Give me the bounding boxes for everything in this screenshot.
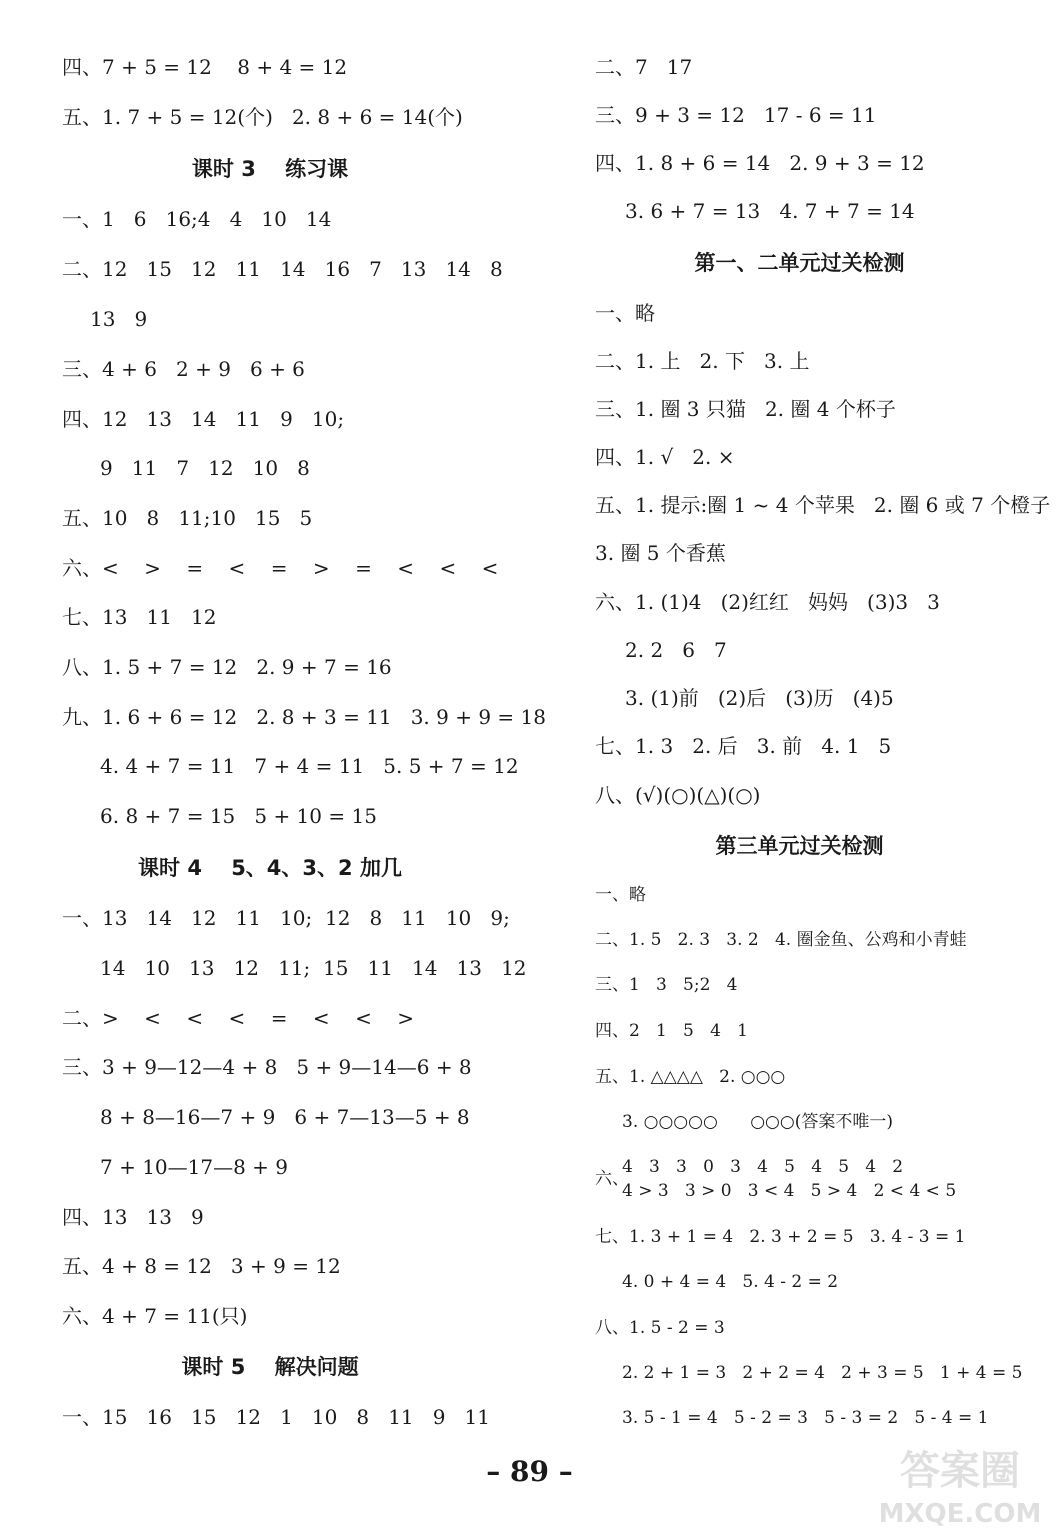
answer-line: 4. 0 + 4 = 4 5. 4 - 2 = 2	[622, 1272, 839, 1292]
answer-line: 三、9 + 3 = 12 17 - 6 = 11	[595, 103, 877, 127]
answer-line: 一、13 14 12 11 10; 12 8 11 10 9;	[62, 906, 510, 930]
answer-line: 五、10 8 11;10 15 5	[62, 506, 313, 530]
section-heading-lesson-3: 课时 3 练习课	[191, 157, 349, 181]
answer-line: 三、3 + 9—12—4 + 8 5 + 9—14—6 + 8	[62, 1055, 472, 1079]
answer-line: 13 9	[90, 307, 148, 331]
section-heading-units-1-2-test: 第一、二单元过关检测	[694, 251, 905, 275]
answer-line: 四、1. 8 + 6 = 14 2. 9 + 3 = 12	[595, 151, 925, 175]
answer-line: 8 + 8—16—7 + 9 6 + 7—13—5 + 8	[100, 1105, 470, 1129]
answer-line: 4 > 3 3 > 0 3 < 4 5 > 4 2 < 4 < 5	[622, 1181, 957, 1201]
answer-line: 五、4 + 8 = 12 3 + 9 = 12	[62, 1254, 341, 1278]
answer-line: 一、1 6 16;4 4 10 14	[62, 207, 332, 231]
answer-line: 一、略	[595, 301, 655, 325]
answer-line: 六、4 + 7 = 11(只)	[62, 1304, 248, 1328]
answer-line-label: 六、	[595, 1169, 629, 1189]
page-number: – 89 –	[486, 1455, 573, 1488]
answer-line: 9 11 7 12 10 8	[100, 456, 310, 480]
answer-line: 四、2 1 5 4 1	[595, 1021, 748, 1041]
section-heading-lesson-4: 课时 4 5、4、3、2 加几	[138, 856, 402, 880]
answer-line: 五、1. 提示:圈 1 ~ 4 个苹果 2. 圈 6 或 7 个橙子	[595, 493, 1051, 517]
answer-line: 六、1. (1)4 (2)红红 妈妈 (3)3 3	[595, 590, 940, 614]
answer-line: 一、略	[595, 885, 646, 905]
answer-line: 五、1. 7 + 5 = 12(个) 2. 8 + 6 = 14(个)	[62, 105, 463, 129]
answer-line: 三、4 + 6 2 + 9 6 + 6	[62, 357, 305, 381]
answer-line: 七、1. 3 + 1 = 4 2. 3 + 2 = 5 3. 4 - 3 = 1	[595, 1227, 966, 1247]
answer-line: 二、> < < < = < < >	[62, 1006, 415, 1030]
answer-line: 四、7 + 5 = 12 8 + 4 = 12	[62, 55, 348, 79]
answer-line: 二、7 17	[595, 55, 693, 79]
answer-line: 3. (1)前 (2)后 (3)历 (4)5	[625, 686, 894, 710]
answer-line: 6. 8 + 7 = 15 5 + 10 = 15	[100, 804, 377, 828]
answer-line: 二、1. 上 2. 下 3. 上	[595, 349, 810, 373]
answer-line: 四、13 13 9	[62, 1205, 204, 1229]
answer-line: 七、1. 3 2. 后 3. 前 4. 1 5	[595, 734, 892, 758]
answer-line: 4 3 3 0 3 4 5 4 5 4 2	[622, 1157, 904, 1177]
answer-line: 三、1. 圈 3 只猫 2. 圈 4 个杯子	[595, 397, 896, 421]
watermark-site: MXQE.COM	[878, 1499, 1042, 1529]
answer-line: 3. 6 + 7 = 13 4. 7 + 7 = 14	[625, 199, 915, 223]
answer-line: 二、12 15 12 11 14 16 7 13 14 8	[62, 257, 503, 281]
answer-line: 八、(√)(○)(△)(○)	[595, 783, 761, 807]
answer-line: 14 10 13 12 11; 15 11 14 13 12	[100, 956, 527, 980]
answer-line: 八、1. 5 - 2 = 3	[595, 1318, 725, 1338]
section-heading-lesson-5: 课时 5 解决问题	[181, 1355, 359, 1379]
watermark-chars: 答案圈	[900, 1448, 1020, 1494]
answer-line: 3. ○○○○○ ○○○(答案不唯一)	[622, 1112, 893, 1132]
answer-line: 3. 5 - 1 = 4 5 - 2 = 3 5 - 3 = 2 5 - 4 = 1	[622, 1408, 989, 1428]
answer-line: 八、1. 5 + 7 = 12 2. 9 + 7 = 16	[62, 655, 392, 679]
answer-line: 2. 2 6 7	[625, 638, 727, 662]
watermark-logo	[865, 1438, 1055, 1532]
answer-line: 三、1 3 5;2 4	[595, 975, 738, 995]
answer-line: 2. 2 + 1 = 3 2 + 2 = 4 2 + 3 = 5 1 + 4 = 5	[622, 1363, 1023, 1383]
answer-line: 7 + 10—17—8 + 9	[100, 1155, 289, 1179]
answer-line: 四、12 13 14 11 9 10;	[62, 407, 345, 431]
answer-line: 3. 圈 5 个香蕉	[595, 541, 726, 565]
answer-line: 五、1. △△△△ 2. ○○○	[595, 1067, 786, 1087]
answer-line: 六、< > = < = > = < < <	[62, 556, 499, 580]
answer-line: 七、13 11 12	[62, 605, 217, 629]
answer-line: 4. 4 + 7 = 11 7 + 4 = 11 5. 5 + 7 = 12	[100, 754, 519, 778]
answer-line: 四、1. √ 2. ×	[595, 445, 735, 469]
answer-line: 二、1. 5 2. 3 3. 2 4. 圈金鱼、公鸡和小青蛙	[595, 930, 967, 950]
answer-line: 一、15 16 15 12 1 10 8 11 9 11	[62, 1405, 490, 1429]
section-heading-unit-3-test: 第三单元过关检测	[715, 834, 884, 858]
answer-line: 九、1. 6 + 6 = 12 2. 8 + 3 = 11 3. 9 + 9 = 18	[62, 705, 546, 729]
